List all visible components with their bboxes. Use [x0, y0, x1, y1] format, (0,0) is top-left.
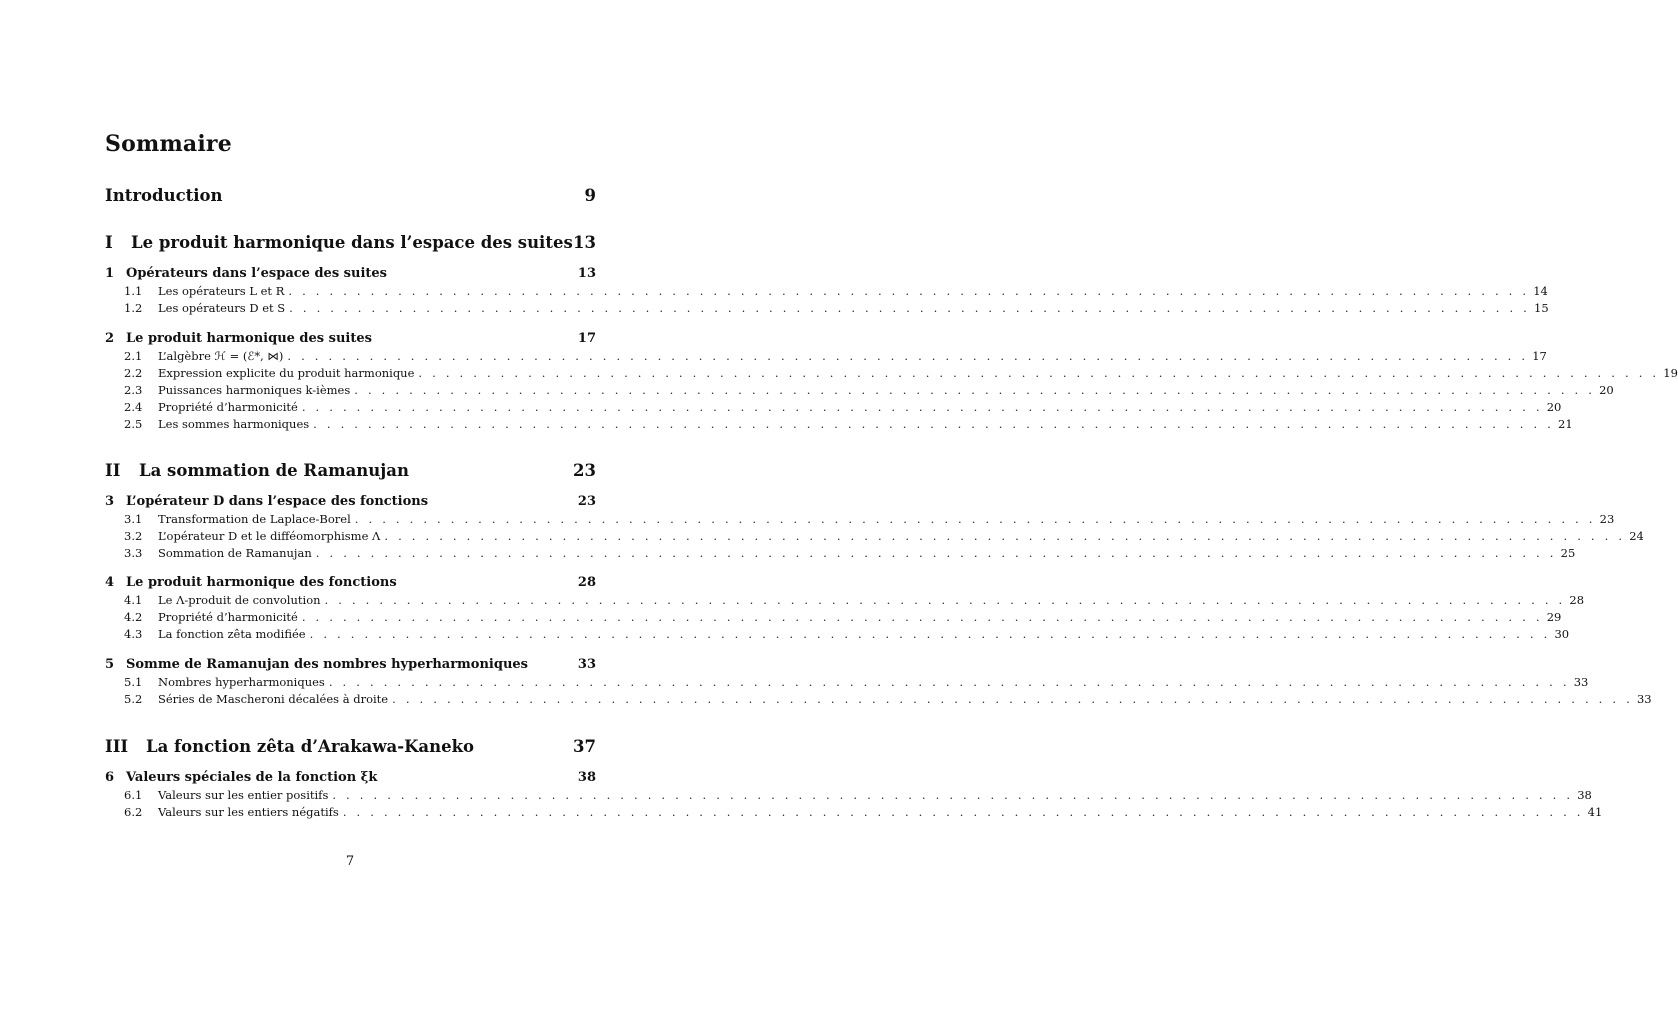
- dot-leader: [392, 692, 1633, 706]
- toc-part-page: 13: [573, 233, 596, 252]
- toc-part: [105, 461, 596, 480]
- toc-section: [124, 417, 1573, 431]
- toc-section-label: Séries de Mascheroni décalées à droite: [158, 692, 389, 706]
- toc-section-number: 2.3: [124, 383, 143, 397]
- toc-section-label: L’opérateur D et le difféomorphisme Λ: [158, 529, 381, 543]
- toc-section-page: 24: [1629, 529, 1644, 543]
- toc-chapter-label: Valeurs spéciales de la fonction ξk: [126, 770, 378, 785]
- toc-chapter: [105, 575, 596, 590]
- toc-section-label: Propriété d’harmonicité: [158, 400, 298, 414]
- toc-section: [124, 284, 1548, 298]
- dot-leader: [354, 383, 1595, 397]
- toc-section-label: L’algèbre ℋ = (ℰ*, ⋈): [158, 349, 284, 363]
- toc-section-page: 20: [1599, 383, 1614, 397]
- toc-section-page: 17: [1532, 349, 1547, 363]
- toc-section-number: 2.4: [124, 400, 143, 414]
- toc-part: [105, 233, 596, 252]
- page-number: 7: [345, 854, 355, 869]
- toc-section-page: 38: [1577, 788, 1592, 802]
- toc-section-label: Valeurs sur les entier positifs: [158, 788, 329, 802]
- toc-chapter-page: 28: [577, 575, 596, 590]
- toc-section-label: Le Λ-produit de convolution: [158, 593, 321, 607]
- toc-section-number: 2.5: [124, 417, 143, 431]
- toc-section-number: 2.1: [124, 349, 143, 363]
- toc-section-page: 33: [1573, 675, 1589, 689]
- toc-part-page: 37: [573, 737, 596, 756]
- dot-leader: [302, 400, 1543, 414]
- toc-section-page: 21: [1558, 417, 1573, 431]
- toc-chapter-page: 38: [577, 770, 596, 785]
- toc-section: [124, 529, 1644, 543]
- toc-section-number: 3.2: [124, 529, 143, 543]
- toc-part-label: La sommation de Ramanujan: [139, 461, 409, 480]
- toc-section-number: 4.1: [124, 593, 143, 607]
- toc-chapter-number: 1: [105, 266, 115, 281]
- toc-section-label: Transformation de Laplace-Borel: [158, 512, 351, 526]
- toc-chapter: [105, 331, 596, 346]
- toc-chapter: [105, 494, 596, 509]
- toc-section-page: 15: [1534, 301, 1549, 315]
- toc-section: [124, 383, 1614, 397]
- toc-section: [124, 692, 1652, 706]
- dot-leader: [329, 675, 1570, 689]
- toc-section: [124, 805, 1603, 819]
- toc-section: [124, 301, 1549, 315]
- toc-chapter-label: Le produit harmonique des fonctions: [126, 575, 397, 590]
- toc-section-label: Sommation de Ramanujan: [158, 546, 312, 560]
- toc-section: [124, 610, 1562, 624]
- toc-part: [105, 737, 596, 756]
- toc-section-page: 29: [1546, 610, 1562, 624]
- toc-section-label: Puissances harmoniques k-ièmes: [158, 383, 351, 397]
- toc-chapter-number: 5: [105, 657, 115, 672]
- toc-section: [124, 675, 1589, 689]
- toc-chapter-label: Le produit harmonique des suites: [126, 331, 372, 346]
- toc-chapter-label: Somme de Ramanujan des nombres hyperharmoniques: [126, 657, 528, 672]
- toc-section-label: Les opérateurs L et R: [158, 284, 285, 298]
- toc-chapter-number: 3: [105, 494, 115, 509]
- dot-leader: [384, 529, 1625, 543]
- toc-section-page: 30: [1554, 627, 1570, 641]
- toc-chapter-page: 17: [577, 331, 596, 346]
- dot-leader: [343, 805, 1584, 819]
- toc-section-page: 14: [1533, 284, 1548, 298]
- toc-chapter-label: L’opérateur D dans l’espace des fonctions: [126, 494, 429, 509]
- toc-chapter: [105, 657, 596, 672]
- toc-entry-label: Introduction: [105, 186, 223, 205]
- dot-leader: [316, 546, 1557, 560]
- dot-leader: [418, 366, 1659, 380]
- dot-leader: [288, 284, 1529, 298]
- toc-section-label: Propriété d’harmonicité: [158, 610, 298, 624]
- toc-title: Sommaire: [105, 131, 232, 157]
- toc-section-label: Expression explicite du produit harmonique: [158, 366, 415, 380]
- toc-section-number: 6.2: [124, 805, 143, 819]
- toc-section: [124, 546, 1576, 560]
- toc-section-label: Valeurs sur les entiers négatifs: [158, 805, 339, 819]
- dot-leader: [325, 593, 1566, 607]
- toc-section-number: 2.2: [124, 366, 143, 380]
- toc-section-number: 1.1: [124, 284, 143, 298]
- toc-section: [124, 788, 1592, 802]
- dot-leader: [332, 788, 1573, 802]
- toc-part-label: Le produit harmonique dans l’espace des suites: [131, 233, 573, 252]
- toc-section-number: 4.2: [124, 610, 143, 624]
- toc-section-page: 19: [1663, 366, 1678, 380]
- toc-section-label: La fonction zêta modifiée: [158, 627, 306, 641]
- toc-part-page: 23: [573, 461, 596, 480]
- toc-part-number: III: [105, 737, 129, 756]
- toc-section-page: 28: [1569, 593, 1585, 607]
- toc-section-page: 41: [1587, 805, 1603, 819]
- toc-part-number: II: [105, 461, 121, 480]
- toc-chapter-number: 6: [105, 770, 115, 785]
- toc-section-page: 33: [1636, 692, 1652, 706]
- toc-chapter: [105, 266, 596, 281]
- toc-chapter-page: 23: [577, 494, 596, 509]
- toc-section-number: 4.3: [124, 627, 143, 641]
- toc-section-number: 3.3: [124, 546, 143, 560]
- toc-chapter-number: 2: [105, 331, 115, 346]
- toc-section-label: Nombres hyperharmoniques: [158, 675, 325, 689]
- toc-section: [124, 400, 1562, 414]
- toc-section: [124, 512, 1615, 526]
- toc-section: [124, 366, 1678, 380]
- toc-section-page: 23: [1599, 512, 1615, 526]
- toc-section-number: 3.1: [124, 512, 143, 526]
- toc-entry-page: 9: [584, 186, 596, 205]
- toc-chapter-page: 13: [577, 266, 596, 281]
- toc-section-number: 5.1: [124, 675, 143, 689]
- toc-section-number: 1.2: [124, 301, 143, 315]
- toc-section-number: 6.1: [124, 788, 143, 802]
- dot-leader: [287, 349, 1528, 363]
- dot-leader: [310, 627, 1551, 641]
- toc-introduction: [105, 186, 596, 205]
- toc-section: [124, 627, 1570, 641]
- dot-leader: [302, 610, 1543, 624]
- toc-section-page: 20: [1546, 400, 1562, 414]
- toc-part-number: I: [105, 233, 113, 252]
- dot-leader: [355, 512, 1596, 526]
- toc-section-label: Les opérateurs D et S: [158, 301, 286, 315]
- toc-chapter-page: 33: [577, 657, 596, 672]
- toc-part-label: La fonction zêta d’Arakawa-Kaneko: [146, 737, 475, 756]
- dot-leader: [313, 417, 1554, 431]
- toc-chapter: [105, 770, 596, 785]
- toc-chapter-number: 4: [105, 575, 115, 590]
- toc-section: [124, 349, 1547, 363]
- toc-section: [124, 593, 1585, 607]
- toc-chapter-label: Opérateurs dans l’espace des suites: [126, 266, 387, 281]
- toc-section-number: 5.2: [124, 692, 143, 706]
- toc-section-page: 25: [1560, 546, 1576, 560]
- dot-leader: [289, 301, 1530, 315]
- toc-section-label: Les sommes harmoniques: [158, 417, 310, 431]
